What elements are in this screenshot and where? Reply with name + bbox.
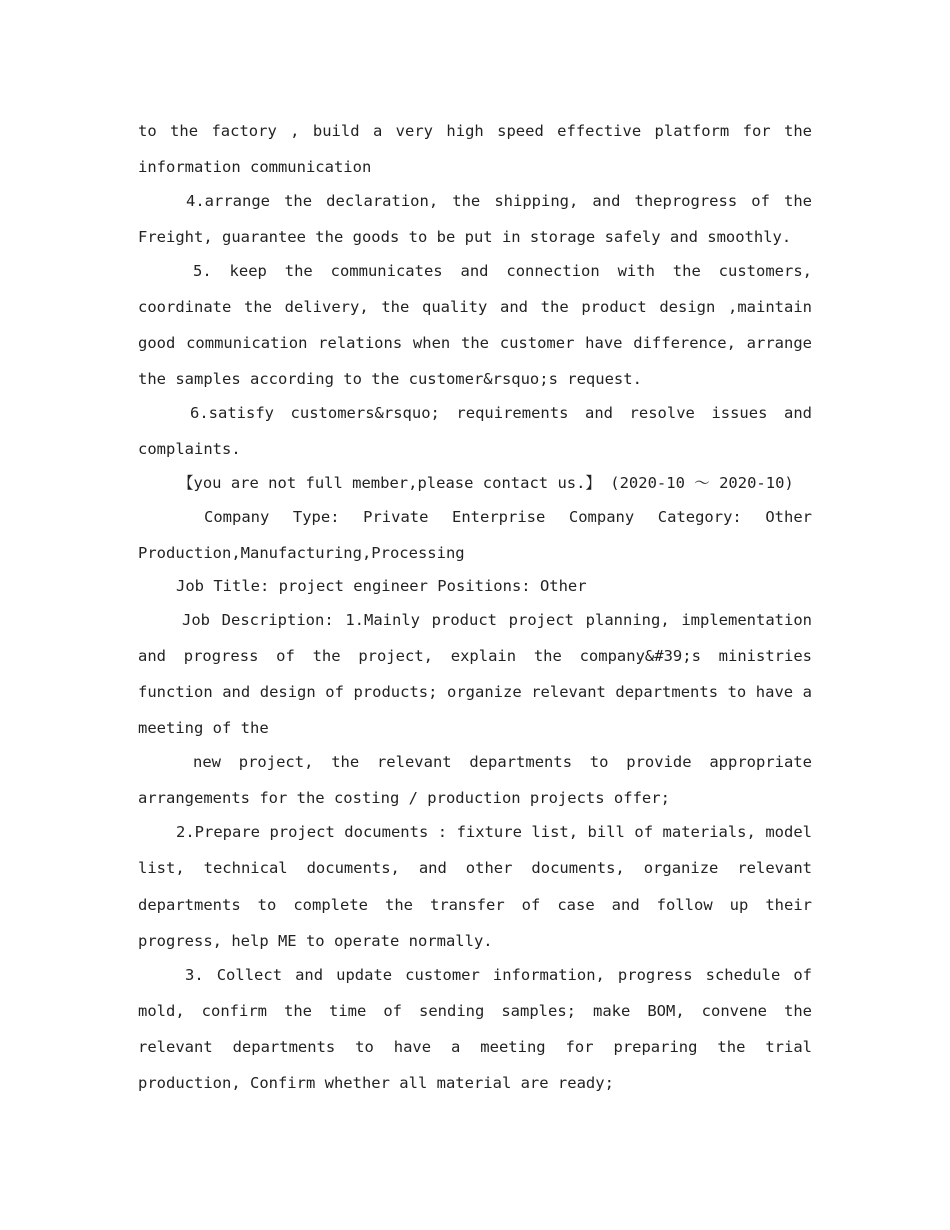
text-line: arrangements for the costing / production projects offer; [138,789,670,807]
text-line: good communication relations when the customer have difference, arrange [138,334,812,352]
text-line: progress, help ME to operate normally. [138,932,493,950]
text-line: Job Title: project engineer Positions: Other [176,577,587,595]
text-line: 3. Collect and update customer information, progress schedule of [185,966,812,984]
text-line: 4.arrange the declaration, the shipping, and theprogress of the [186,192,812,210]
text-line: Company Type: Private Enterprise Company Category: Other [204,508,812,526]
text-line: Job Description: 1.Mainly product project planning, implementation [182,611,812,629]
text-line: list, technical documents, and other documents, organize relevant [138,859,812,877]
text-line: relevant departments to have a meeting for preparing the trial [138,1038,812,1056]
text-line: to the factory , build a very high speed effective platform for the [138,122,812,140]
text-line: Production,Manufacturing,Processing [138,544,465,562]
text-line: function and design of products; organize relevant departments to have a [138,683,812,701]
text-line: mold, confirm the time of sending samples; make BOM, convene the [138,1002,812,1020]
text-line: 6.satisfy customers&rsquo; requirements and resolve issues and [190,404,812,422]
text-line: coordinate the delivery, the quality and the product design ,maintain [138,298,812,316]
text-line: the samples according to the customer&rsquo;s request. [138,370,642,388]
text-line: Freight, guarantee the goods to be put in storage safely and smoothly. [138,228,792,246]
text-line: and progress of the project, explain the company&#39;s ministries [138,647,812,665]
text-line: 2.Prepare project documents : fixture list, bill of materials, model [176,823,812,841]
member-notice: 【you are not full member,please contact us.】 (2020-10 ～ 2020-10) [178,474,794,492]
text-line: departments to complete the transfer of case and follow up their [138,896,812,914]
text-line: meeting of the [138,719,269,737]
text-line: new project, the relevant departments to provide appropriate [193,753,812,771]
text-line: information communication [138,158,372,176]
text-line: production, Confirm whether all material are ready; [138,1074,614,1092]
text-line: complaints. [138,440,241,458]
text-line: 5. keep the communicates and connection with the customers, [193,262,812,280]
